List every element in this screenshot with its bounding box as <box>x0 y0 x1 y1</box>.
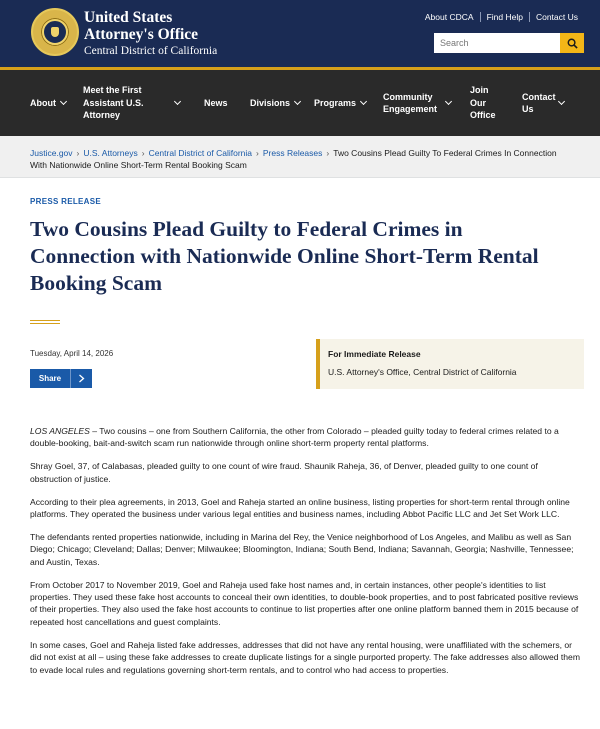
find-help-link[interactable]: Find Help <box>480 12 529 22</box>
breadcrumb-bar <box>0 136 600 178</box>
about-cdca-link[interactable]: About CDCA <box>424 12 474 22</box>
search-icon <box>567 38 578 49</box>
article-lead-paragraph <box>30 425 580 450</box>
nav-programs[interactable] <box>314 70 366 136</box>
search-input[interactable] <box>434 33 560 53</box>
share-button[interactable]: Share <box>30 369 70 388</box>
nav-divisions[interactable] <box>250 70 300 136</box>
page-title: Two Cousins Plead Guilty to Federal Crimes in Connection with Nationwide Online Short-Term Rental Booking Scam <box>30 217 539 295</box>
release-date: Tuesday, April 14, 2026 <box>30 349 114 358</box>
breadcrumb-press-releases[interactable]: Press Releases <box>262 148 323 158</box>
nav-news-label: News <box>204 97 228 108</box>
chevron-down-icon <box>360 98 367 105</box>
release-info-box <box>316 339 584 389</box>
chevron-down-icon <box>174 98 181 105</box>
nav-about-label: About <box>30 97 56 108</box>
search-form <box>434 33 584 53</box>
breadcrumb-us-attorneys[interactable]: U.S. Attorneys <box>83 148 138 158</box>
main-nav <box>0 67 600 136</box>
breadcrumb <box>30 147 575 171</box>
nav-about[interactable] <box>30 70 66 136</box>
nav-community-label: Community Engagement <box>383 91 438 114</box>
nav-join-our-office[interactable] <box>470 70 500 136</box>
doj-seal-logo[interactable] <box>31 8 79 56</box>
article-paragraph: According to their plea agreements, in 2013, Goel and Raheja started an online business, listing properties for short-term rental through online platforms. They operated the business under various legal entities and business names, including Abbot Pacific LLC and Jet Set Work LLC. <box>30 496 570 520</box>
nav-community-engagement[interactable] <box>383 70 451 136</box>
nav-news[interactable] <box>204 70 228 136</box>
chevron-down-icon <box>60 98 67 105</box>
nav-contact-label: Contact Us <box>522 91 556 114</box>
breadcrumb-separator: › <box>256 148 259 158</box>
chevron-right-icon <box>78 374 85 383</box>
nav-first-assistant-label: Meet the First Assistant U.S. Attorney <box>83 85 144 121</box>
article-body <box>30 425 580 687</box>
nav-programs-label: Programs <box>314 97 357 108</box>
agency-name-line1: United States <box>84 9 173 26</box>
share-expand-button[interactable] <box>70 369 92 388</box>
chevron-down-icon <box>558 98 565 105</box>
nav-join-label: Join Our Office <box>470 85 496 121</box>
nav-first-assistant[interactable] <box>83 70 180 136</box>
utility-links <box>419 12 584 22</box>
search-button[interactable] <box>560 33 584 53</box>
breadcrumb-separator: › <box>141 148 145 158</box>
press-release-label: PRESS RELEASE <box>30 197 102 206</box>
article-paragraph: From October 2017 to November 2019, Goel and Raheja used fake host names and, in certain instances, other people's identities to list properties. They used these fake host accounts to conceal their own identities, to double-book properties, and to post fabricated positive reviews of their properties. They also used the fake host accounts to continue to list properties after one online platform banned them in 2015 because of repeated host cancellations and guest complaints. <box>30 579 579 627</box>
nav-contact-us[interactable] <box>522 70 564 136</box>
agency-district: Central District of California <box>84 45 218 57</box>
article-paragraph: The defendants rented properties nationwide, including in Marina del Rey, the Venice neighborhood of Los Angeles, and Malibu as well as San Diego; Chicago; Cleveland; Dallas; Denver; Milwaukee; Bloomington, Indiana; South Bend, Indiana; Savannah, Georgia; Nashville, Tennessee; and Austin, Texas. <box>30 531 574 567</box>
breadcrumb-central-district[interactable]: Central District of California <box>148 148 253 158</box>
agency-name[interactable] <box>84 9 217 59</box>
release-office: U.S. Attorney's Office, Central District of California <box>328 367 517 377</box>
article-paragraph: Shray Goel, 37, of Calabasas, pleaded guilty to one count of wire fraud. Shaunik Raheja, 36, of Denver, pleaded guilty to one count of obstruction of justice. <box>30 461 538 484</box>
title-divider <box>30 320 60 324</box>
lead-text: – Two cousins – one from Southern California, the other from Colorado – pleaded guilty today to federal crimes related to a double-booking, bait-and-switch scam run nationwide through online short-term property rental platforms. <box>30 426 559 449</box>
release-heading: For Immediate Release <box>328 349 421 359</box>
chevron-down-icon <box>445 98 452 105</box>
chevron-down-icon <box>294 98 301 105</box>
site-header <box>0 0 600 67</box>
nav-divisions-label: Divisions <box>250 97 291 108</box>
dateline-location: LOS ANGELES <box>30 426 90 436</box>
article-paragraph: In some cases, Goel and Raheja listed fake addresses, addresses that did not have any rental housing, were unaffiliated with the schemers, or did not exist at all – using these fake addresses to create duplicate listings for a single purported property. The fake addresses also allowed them to evade local rules and regulations governing short-term rentals, and to control who had access to properties. <box>30 639 580 675</box>
share-control <box>30 369 92 388</box>
breadcrumb-justice-gov[interactable]: Justice.gov <box>30 148 73 158</box>
breadcrumb-separator: › <box>326 148 330 158</box>
agency-name-line2: Attorney's Office <box>84 26 199 43</box>
contact-us-link[interactable]: Contact Us <box>529 12 584 22</box>
breadcrumb-current: Two Cousins Plead Guilty To Federal Crimes In Connection With Nationwide Online Short-Term Rental Booking Scam <box>30 148 557 170</box>
breadcrumb-separator: › <box>76 148 80 158</box>
